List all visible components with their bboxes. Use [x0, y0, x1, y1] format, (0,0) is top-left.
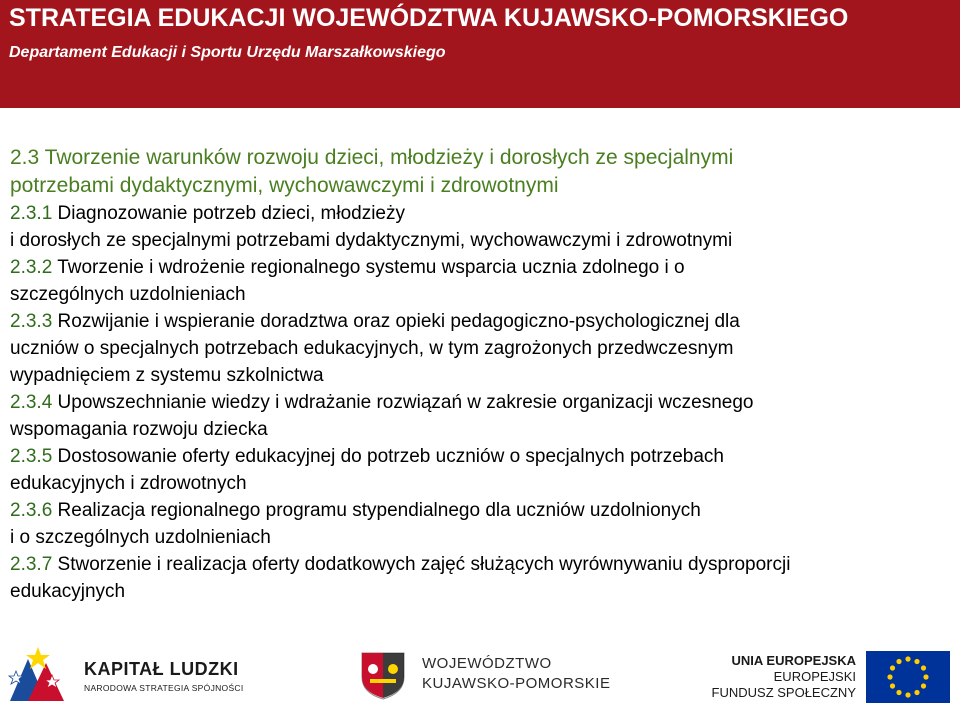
section-title-line1: 2.3 Tworzenie warunków rozwoju dzieci, młodzieży i dorosłych ze specjalnymi	[10, 146, 734, 169]
item-number: 2.3.1	[10, 203, 53, 224]
section-title-line2: potrzebami dydaktycznymi, wychowawczymi i zdrowotnymi	[10, 174, 559, 197]
kapital-ludzki-logo	[6, 639, 266, 705]
kapital-ludzki-emblem-icon	[6, 641, 70, 705]
slide-content	[10, 144, 955, 605]
item-text: Upowszechnianie wiedzy i wdrażanie rozwiązań w zakresie organizacji wczesnego	[52, 392, 754, 413]
item-number: 2.3.3	[10, 311, 53, 332]
footer-logos	[0, 633, 960, 710]
ue-line1: UNIA EUROPEJSKA	[731, 653, 856, 668]
item-text: Diagnozowanie potrzeb dzieci, młodzieży	[52, 203, 405, 224]
item-text: Realizacja regionalnego programu stypendialnego dla uczniów uzdolnionych	[52, 500, 701, 521]
item-text-cont: wypadnięciem z systemu szkolnictwa	[10, 365, 324, 386]
wojewodztwo-logo	[356, 647, 616, 705]
item-text: Stworzenie i realizacja oferty dodatkowych zajęć służących wyrównywaniu dysproporcji	[52, 554, 791, 575]
item-number: 2.3.5	[10, 446, 53, 467]
list-item	[10, 254, 955, 308]
section-title	[10, 144, 955, 200]
wojewodztwo-line1: WOJEWÓDZTWO	[422, 655, 552, 672]
header-title: STRATEGIA EDUKACJI WOJEWÓDZTWA KUJAWSKO-POMORSKIEGO	[9, 4, 849, 32]
item-text-cont: i dorosłych ze specjalnymi potrzebami dydaktycznymi, wychowawczymi i zdrowotnymi	[10, 230, 733, 251]
item-number: 2.3.6	[10, 500, 53, 521]
list-item	[10, 308, 955, 389]
kapital-ludzki-tagline: NARODOWA STRATEGIA SPÓJNOŚCI	[84, 683, 244, 693]
item-text: Dostosowanie oferty edukacyjnej do potrzeb uczniów o specjalnych potrzebach	[52, 446, 724, 467]
header-subtitle: Departament Edukacji i Sportu Urzędu Marszałkowskiego	[9, 44, 446, 61]
wojewodztwo-line2: KUJAWSKO-POMORSKIE	[422, 675, 611, 692]
ue-efs-logo	[700, 647, 955, 705]
header-bar	[0, 0, 960, 108]
item-text-cont: edukacyjnych	[10, 581, 126, 602]
item-number: 2.3.7	[10, 554, 53, 575]
list-item	[10, 443, 955, 497]
eu-flag-icon	[866, 651, 950, 703]
item-number: 2.3.2	[10, 257, 53, 278]
item-text: Tworzenie i wdrożenie regionalnego systemu wsparcia ucznia zdolnego i o	[52, 257, 685, 278]
item-text-cont: wspomagania rozwoju dziecka	[10, 419, 268, 440]
list-item	[10, 200, 955, 254]
list-item	[10, 389, 955, 443]
list-item	[10, 551, 955, 605]
ue-line3: FUNDUSZ SPOŁECZNY	[711, 685, 856, 700]
item-text-cont: edukacyjnych i zdrowotnych	[10, 473, 247, 494]
item-text-cont: i o szczególnych uzdolnieniach	[10, 527, 271, 548]
item-text: Rozwijanie i wspieranie doradztwa oraz opieki pedagogiczno-psychologicznej dla	[52, 311, 740, 332]
kapital-ludzki-name: KAPITAŁ LUDZKI	[84, 659, 239, 679]
wojewodztwo-crest-icon	[356, 647, 410, 701]
ue-line2: EUROPEJSKI	[773, 669, 856, 684]
item-text-cont: szczególnych uzdolnieniach	[10, 284, 246, 305]
list-item	[10, 497, 955, 551]
item-number: 2.3.4	[10, 392, 53, 413]
item-text-cont: uczniów o specjalnych potrzebach edukacyjnych, w tym zagrożonych przedwczesnym	[10, 338, 734, 359]
